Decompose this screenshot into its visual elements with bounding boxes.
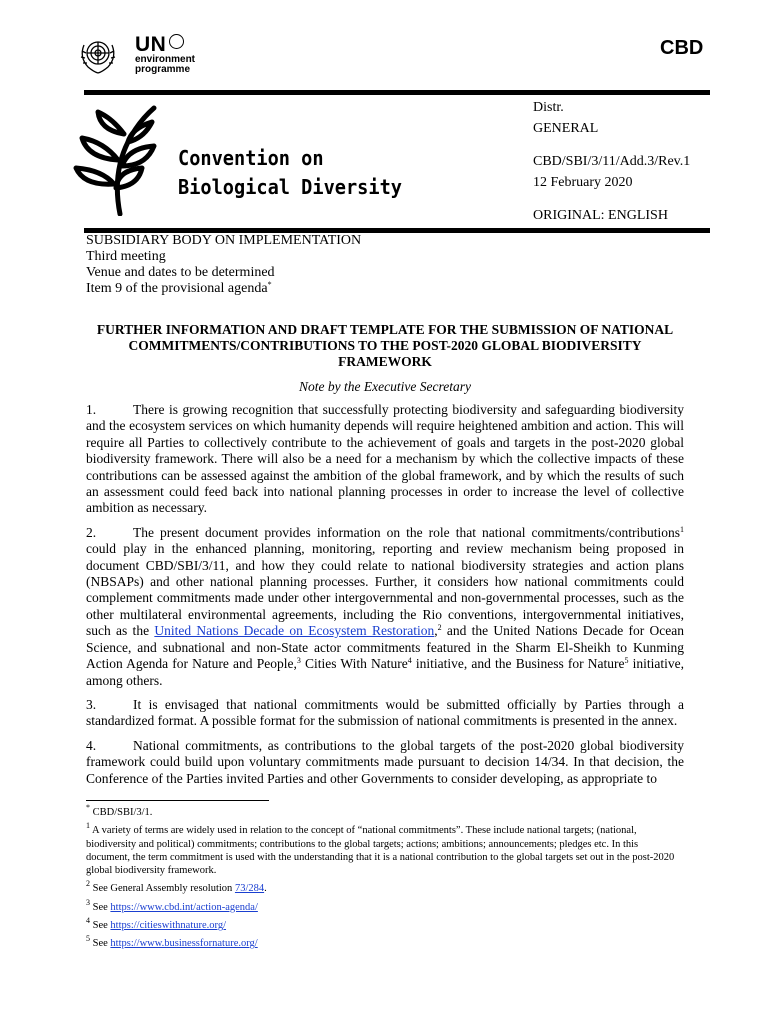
cities-with-nature-link[interactable]: https://citieswithnature.org/ bbox=[110, 920, 227, 932]
paragraph-3: 3. It is envisaged that national commitments would be submitted officially by Parties through a standardized format. A possible format for the submission of national commitments is presented in the annex. bbox=[86, 696, 684, 729]
footnote-1: $^1$ A variety of terms are widely used in relation to the concept of “national commitments”. These include national targets; (national, biodiversity and political) commitments; contributions to the global targets; actions; ambitions; announcements; pledges etc. In this document, the term commitment is used with the understanding that it is a national contribution to the global targets set out in the post-2020 global biodiversity framework. bbox=[86, 821, 675, 877]
footnote-ref-2[interactable]: 2 bbox=[437, 623, 442, 633]
meeting-info bbox=[86, 233, 361, 297]
title-line-1: FURTHER INFORMATION AND DRAFT TEMPLATE FOR THE SUBMISSION OF NATIONAL bbox=[96, 322, 674, 337]
footnote-5: $^5$ See https://www.businessfornature.org/ bbox=[86, 934, 258, 950]
environment-globe-icon bbox=[169, 34, 184, 49]
paragraph-2: 2. The present document provides information on the role that national commitments/contributions$^1$ could play in the enhanced planning, monitoring, reporting and review mechanism being proposed in document CBD/SBI/3/11, and how they could relate to national biodiversity strategies and action plans (NBSAPs) and other national planning processes. Further, it considers how national commitments could complement commitments made under other intergovernmental and non-governmental processes, such as the other multilateral environmental agreements, including the Rio conventions, intergovernmental initiatives, such as the United Nations Decade on Ecosystem Restoration,$^2$ and the United Nations Decade for Ocean Science, and subnational and non-State actor commitments featured in the Sharm El-Sheikh to Kunming Action Agenda for Nature and People,$^3$ Cities With Nature$^4$ initiative, and the Business for Nature$^5$ initiative, among others. bbox=[86, 524, 684, 688]
footnote-ref-5[interactable]: 5 bbox=[624, 656, 629, 666]
paragraph-4: 4. National commitments, as contributions to the global targets of the post-2020 global biodiversity framework could build upon voluntary commitments made pursuant to decision 14/34. In that decision, the Conference of the Parties invited Parties and other Governments to consider developing, as appropriate to bbox=[86, 737, 684, 786]
document-symbol: CBD/SBI/3/11/Add.3/Rev.1 bbox=[533, 154, 691, 169]
business-for-nature-link[interactable]: https://www.businessfornature.org/ bbox=[110, 938, 258, 950]
item-footnote-mark[interactable]: * bbox=[267, 280, 272, 289]
action-agenda-link[interactable]: https://www.cbd.int/action-agenda/ bbox=[110, 901, 258, 913]
footnote-2: $^2$ See General Assembly resolution 73/284. bbox=[86, 879, 267, 895]
distribution-block bbox=[533, 97, 690, 226]
meeting-venue: Venue and dates to be determined bbox=[86, 265, 275, 280]
meeting-body: SUBSIDIARY BODY ON IMPLEMENTATION bbox=[86, 233, 362, 248]
footnote-ref-1[interactable]: 1 bbox=[680, 524, 684, 534]
convention-line-1: Convention on bbox=[178, 146, 324, 170]
distr-general: GENERAL bbox=[533, 121, 599, 136]
paragraph-number: 1. bbox=[86, 402, 97, 417]
footnote-ref-3[interactable]: 3 bbox=[296, 656, 301, 666]
unep-sub2: programme bbox=[135, 64, 191, 75]
paragraph-number: 4. bbox=[86, 737, 97, 753]
paragraph-1: 1. There is growing recognition that successfully protecting biodiversity and safeguarding biodiversity and the ecosystem services on which humanity depends will require heightened ambition and action. This will require all Parties to collectively contribute to the achievement of goals and targets in the post-2020 global biodiversity framework. There will also be a need for a mechanism by which the collective impacts of these contributions can be assessed against the ambition of the global framework, and by which the results of such an assessment could feed back into national planning processes in order to increase the level of collective ambition as necessary. bbox=[86, 402, 684, 516]
note-by-secretary: Note by the Executive Secretary bbox=[299, 379, 471, 394]
footnote-ref-4[interactable]: 4 bbox=[407, 656, 412, 666]
meeting-item: Item 9 of the provisional agenda* bbox=[86, 280, 272, 296]
un-emblem-icon bbox=[76, 33, 120, 77]
un-label: UN bbox=[135, 33, 167, 56]
distr-label: Distr. bbox=[533, 100, 564, 115]
meeting-number: Third meeting bbox=[86, 249, 166, 264]
footnote-3: $^3$ See https://www.cbd.int/action-agenda/ bbox=[86, 897, 258, 913]
un-decade-restoration-link[interactable]: United Nations Decade on Ecosystem Restoration bbox=[154, 623, 435, 639]
footnote-star: * CBD/SBI/3/1. bbox=[86, 803, 153, 818]
footnote-4: $^4$ See https://citieswithnature.org/ bbox=[86, 916, 227, 932]
resolution-link[interactable]: 73/284 bbox=[234, 883, 265, 895]
footnotes bbox=[86, 803, 684, 956]
document-title bbox=[86, 322, 684, 370]
title-line-3: FRAMEWORK bbox=[338, 354, 432, 369]
paragraph-number: 2. bbox=[86, 524, 97, 540]
footnote-separator bbox=[86, 800, 269, 801]
cbd-label: CBD bbox=[660, 37, 704, 59]
unep-wordmark bbox=[135, 34, 195, 75]
original-language: ORIGINAL: ENGLISH bbox=[533, 208, 668, 223]
unep-sub1: environment bbox=[135, 54, 196, 65]
header-rule-top bbox=[84, 90, 710, 95]
title-line-2: COMMITMENTS/CONTRIBUTIONS TO THE POST-2020 GLOBAL BIODIVERSITY bbox=[128, 338, 642, 353]
convention-title bbox=[178, 144, 402, 202]
paragraph-number: 3. bbox=[86, 696, 97, 712]
document-date: 12 February 2020 bbox=[533, 175, 633, 190]
cbd-plant-logo-icon bbox=[68, 104, 160, 216]
document-body bbox=[86, 402, 684, 795]
convention-line-2: Biological Diversity bbox=[178, 175, 402, 199]
